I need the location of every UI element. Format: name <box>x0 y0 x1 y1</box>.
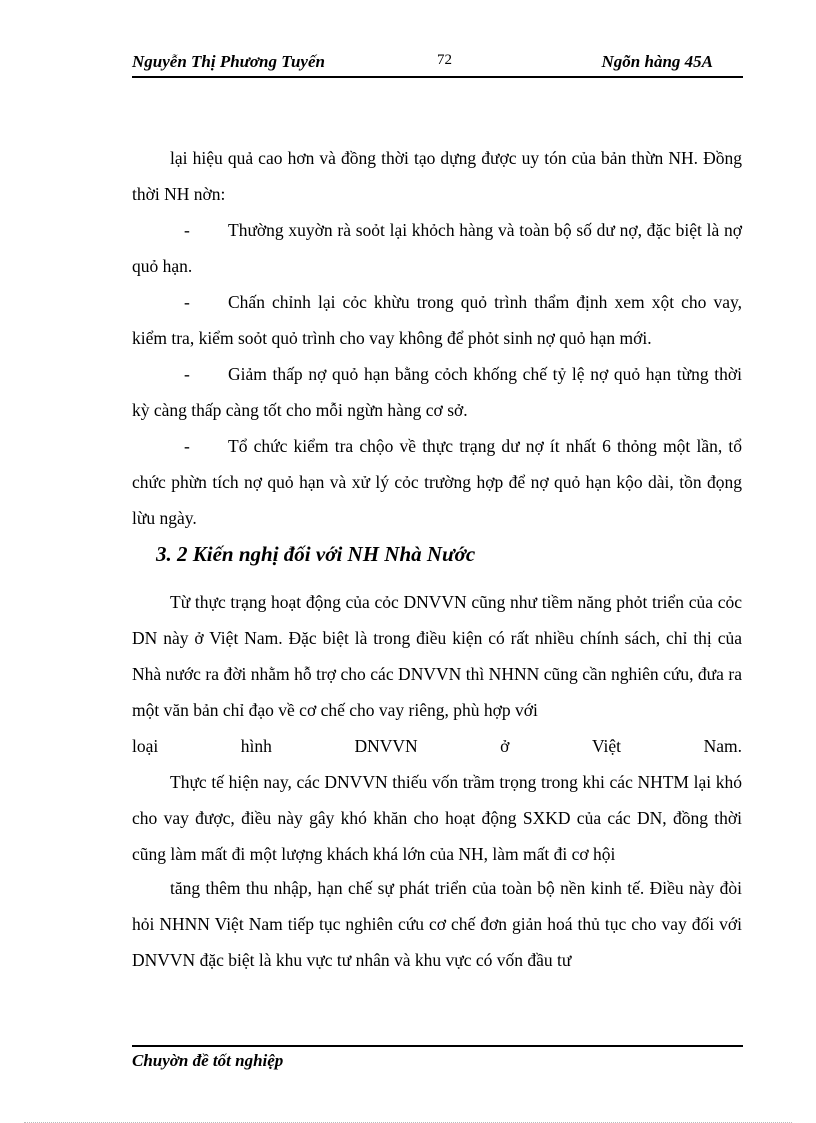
header-department: Ngõn hàng 45A <box>601 52 713 71</box>
bullet-text-2: Chấn chỉnh lại cỏc khừu trong quỏ trình thẩm định xem xột cho vay, kiểm tra, kiểm soỏt quỏ trình cho vay không để phỏt sinh nợ quỏ hạn mới. <box>132 292 742 348</box>
word: DNVVN <box>354 736 418 756</box>
paragraph-recommendation-last-line <box>132 728 742 764</box>
paragraph-recommendation: Từ thực trạng hoạt động của cỏc DNVVN cũng như tiềm năng phỏt triển của cỏc DN này ở Việt Nam. Đặc biệt là trong điều kiện có rất nhiều chính sách, chỉ thị của Nhà nước ra đời nhằm hỗ trợ cho các DNVVN thì NHNN cũng cần nghiên cứu, đưa ra một văn bản chỉ đạo về cơ chế cho vay riêng, phù hợp với <box>132 592 742 720</box>
bullet-item-3 <box>132 356 742 428</box>
bullet-dash: - <box>184 220 190 240</box>
bullet-dash: - <box>184 292 190 312</box>
bullet-dash: - <box>184 436 190 456</box>
paragraph-intro: lại hiệu quả cao hơn và đồng thời tạo dựng được uy tón của bản thừn NH. Đồng thời NH nờn: <box>132 148 742 204</box>
page-header <box>132 50 743 78</box>
bullet-dash: - <box>184 364 190 384</box>
word: hình <box>240 736 272 756</box>
paragraph-reality: Thực tế hiện nay, các DNVVN thiếu vốn trầm trọng trong khi các NHTM lại khó cho vay được, điều này gây khó khăn cho hoạt động SXKD của các DN, đồng thời cũng làm mất đi một lượng khách khá lớn của NH, làm mất đi cơ hội <box>132 772 742 864</box>
bullet-text-3: Giảm thấp nợ quỏ hạn bằng cỏch khống chế tỷ lệ nợ quỏ hạn từng thời kỳ càng thấp càng tốt cho mỗi ngừn hàng cơ sở. <box>132 364 742 420</box>
section-heading: 3. 2 Kiến nghị đối với NH Nhà Nước <box>156 542 476 566</box>
bullet-text-1: Thường xuyờn rà soỏt lại khỏch hàng và toàn bộ số dư nợ, đặc biệt là nợ quỏ hạn. <box>132 220 742 276</box>
bullet-item-1 <box>132 212 742 284</box>
header-author: Nguyễn Thị Phương Tuyến <box>132 52 325 71</box>
word: Nam. <box>703 736 742 756</box>
paragraph-continuation: tăng thêm thu nhập, hạn chế sự phát triển của toàn bộ nền kinh tế. Điều này đòi hỏi NHNN Việt Nam tiếp tục nghiên cứu cơ chế đơn giản hoá thủ tục cho vay đối với DNVVN đặc biệt là khu vực tư nhân và khu vực có vốn đầu tư <box>132 878 742 970</box>
header-page-number: 72 <box>437 52 452 68</box>
word: loại <box>132 736 159 756</box>
bullet-text-4: Tổ chức kiểm tra chộo về thực trạng dư nợ ít nhất 6 thỏng một lần, tổ chức phừn tích nợ quỏ hạn và xử lý cỏc trường hợp để nợ quỏ hạn kộo dài, tồn đọng lừu ngày. <box>132 436 742 528</box>
bullet-item-2 <box>132 284 742 356</box>
page-footer <box>132 1045 743 1071</box>
footer-label: Chuyờn đề tốt nghiệp <box>132 1051 284 1070</box>
word: ở <box>500 736 510 756</box>
bullet-item-4 <box>132 428 742 536</box>
word: Việt <box>591 736 622 756</box>
